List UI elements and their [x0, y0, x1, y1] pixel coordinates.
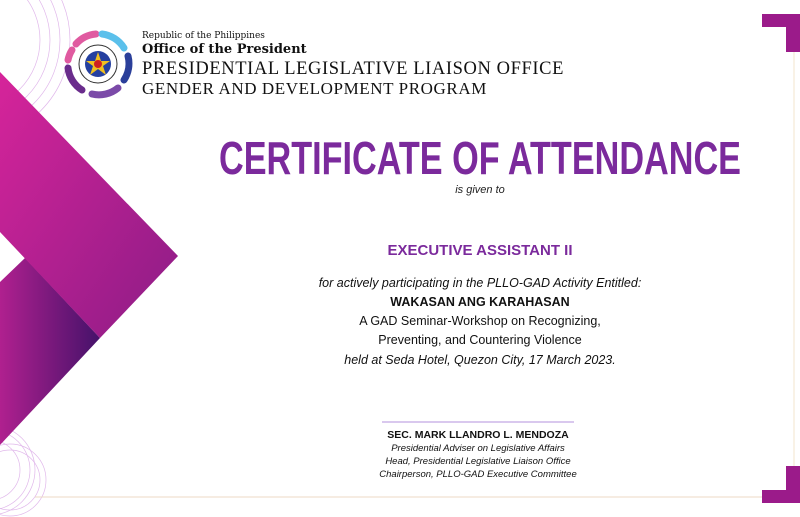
participation-text: for actively participating in the PLLO-GAD Activity Entitled:: [318, 276, 642, 290]
activity-subtitle-1: A GAD Seminar-Workshop on Recognizing,: [359, 314, 601, 328]
pllo-gad-logo: [62, 28, 134, 100]
venue-date-text: held at Seda Hotel, Quezon City, 17 March 2023.: [344, 353, 616, 367]
signatory-name: SEC. MARK LLANDRO L. MENDOZA: [387, 429, 569, 441]
republic-text: Republic of the Philippines: [142, 31, 265, 41]
signatory-title-1: Presidential Adviser on Legislative Affairs: [391, 443, 565, 454]
activity-title: WAKASAN ANG KARAHASAN: [390, 295, 570, 309]
office-text: Office of the President: [142, 42, 307, 57]
certificate-title-box: [200, 128, 760, 182]
agency-name: PRESIDENTIAL LEGISLATIVE LIAISON OFFICE: [142, 59, 564, 79]
corner-bracket-bottom: [762, 466, 800, 503]
signature-line: [382, 421, 574, 423]
corner-bracket-top: [762, 14, 800, 52]
recipient-name: EXECUTIVE ASSISTANT II: [387, 242, 573, 259]
given-to-text: is given to: [455, 184, 505, 196]
certificate-title: CERTIFICATE OF ATTENDANCE: [219, 132, 741, 182]
program-name: GENDER AND DEVELOPMENT PROGRAM: [142, 79, 487, 98]
signatory-title-3: Chairperson, PLLO-GAD Executive Committee: [379, 469, 577, 480]
signatory-title-2: Head, Presidential Legislative Liaison Office: [385, 456, 571, 467]
activity-subtitle-2: Preventing, and Countering Violence: [378, 333, 582, 347]
